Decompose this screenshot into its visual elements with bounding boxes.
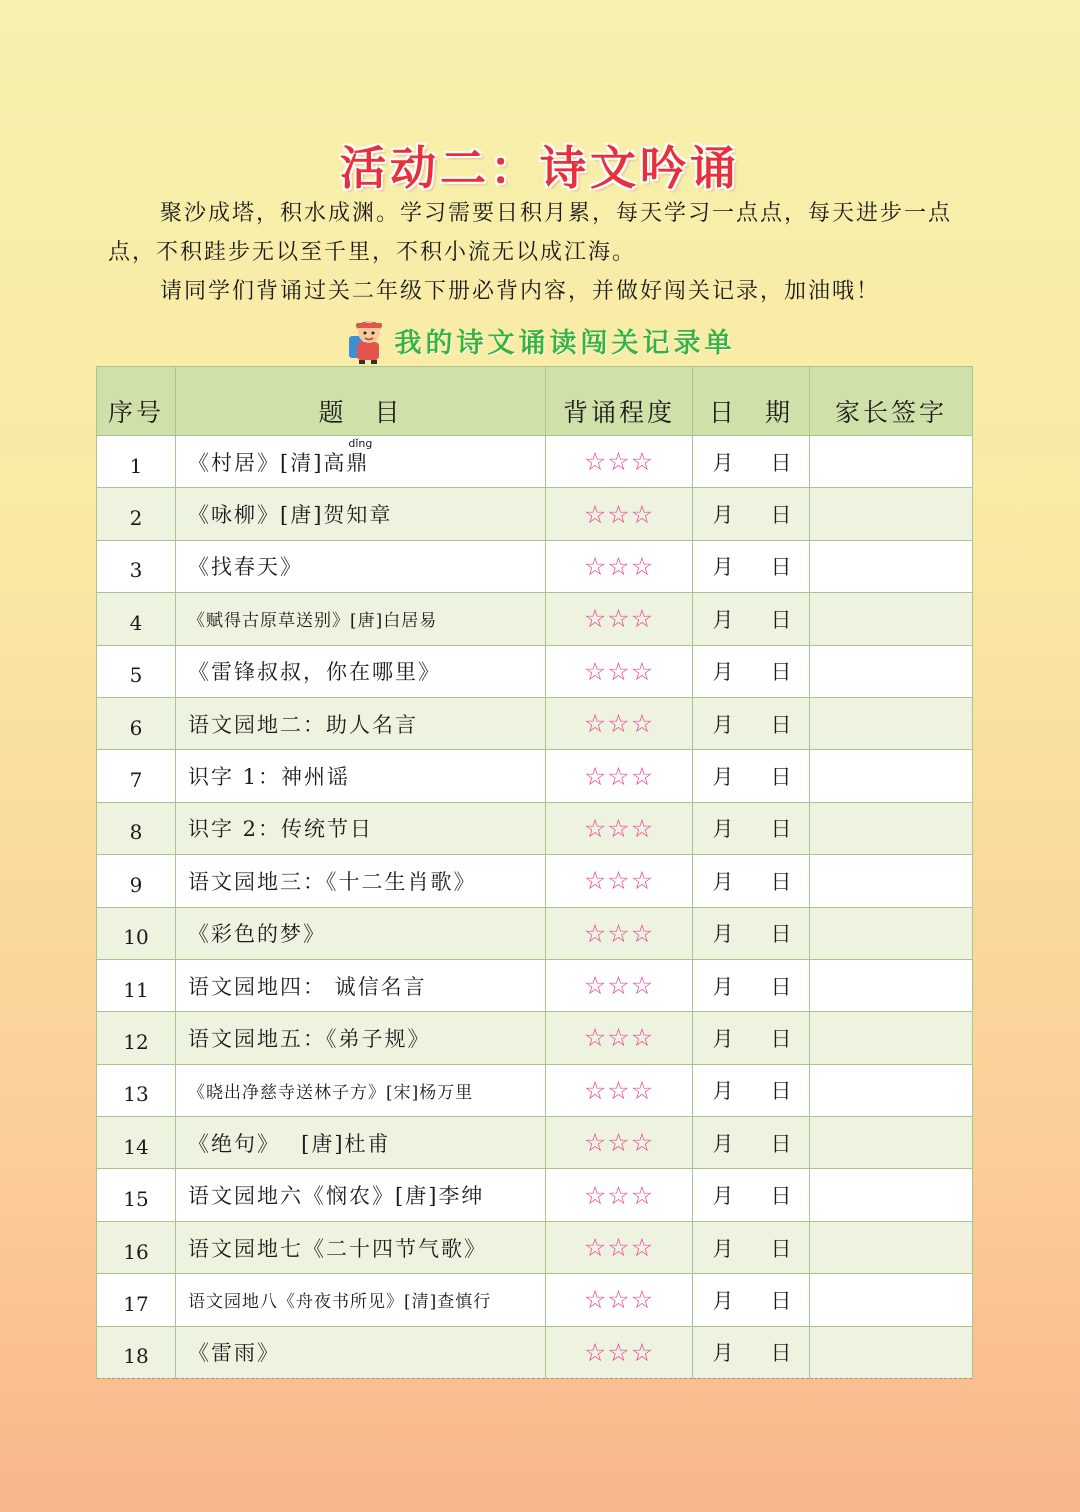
row-number: 3: [97, 540, 176, 592]
month-label: 月: [712, 1131, 734, 1156]
intro-paragraph-1: 聚沙成塔，积水成渊。学习需要日积月累，每天学习一点点，每天进步一点点，不积跬步无以至千里，不积小流无以成江海。: [108, 201, 953, 265]
parent-signature-cell[interactable]: [810, 1169, 973, 1221]
progress-stars[interactable]: ☆☆☆: [546, 697, 693, 749]
parent-signature-cell[interactable]: [810, 750, 973, 802]
date-cell[interactable]: [693, 540, 810, 592]
parent-signature-cell[interactable]: [810, 593, 973, 645]
day-label: 日: [770, 503, 792, 528]
date-cell[interactable]: [693, 1326, 810, 1378]
date-cell[interactable]: [693, 593, 810, 645]
progress-stars[interactable]: ☆☆☆: [546, 1012, 693, 1064]
day-label: 日: [770, 660, 792, 685]
page-title: 活动二：诗文吟诵: [340, 141, 740, 195]
progress-stars[interactable]: ☆☆☆: [546, 593, 693, 645]
row-title: 语文园地六《悯农》[唐]李绅: [176, 1169, 546, 1221]
table-row: [97, 855, 973, 907]
row-title: 语文园地四： 诚信名言: [176, 959, 546, 1011]
month-label: 月: [712, 922, 734, 947]
progress-stars[interactable]: ☆☆☆: [546, 1117, 693, 1169]
row-title: 《晓出净慈寺送林子方》[宋]杨万里: [176, 1064, 546, 1116]
table-row: [97, 488, 973, 540]
month-label: 月: [712, 1026, 734, 1051]
row-title: 语文园地八《舟夜书所见》[清]查慎行: [176, 1274, 546, 1326]
progress-stars[interactable]: ☆☆☆: [546, 436, 693, 488]
row-number: 16: [97, 1221, 176, 1273]
date-cell[interactable]: [693, 959, 810, 1011]
date-cell[interactable]: [693, 488, 810, 540]
date-cell[interactable]: [693, 1012, 810, 1064]
table-row: [97, 1064, 973, 1116]
month-label: 月: [712, 450, 734, 475]
date-cell[interactable]: [693, 436, 810, 488]
parent-signature-cell[interactable]: [810, 1012, 973, 1064]
row-title: 语文园地三：《十二生肖歌》: [176, 855, 546, 907]
day-label: 日: [770, 1079, 792, 1104]
row-number: 9: [97, 855, 176, 907]
month-label: 月: [712, 555, 734, 580]
header-signature: 家长签字: [810, 367, 973, 436]
day-label: 日: [770, 922, 792, 947]
header-title: 题 目: [176, 367, 546, 436]
parent-signature-cell[interactable]: [810, 1274, 973, 1326]
day-label: 日: [770, 450, 792, 475]
day-label: 日: [770, 974, 792, 999]
progress-stars[interactable]: ☆☆☆: [546, 802, 693, 854]
row-title: 《赋得古原草送别》[唐]白居易: [176, 593, 546, 645]
row-number: 10: [97, 907, 176, 959]
row-title: 《咏柳》[唐]贺知章: [176, 488, 546, 540]
month-label: 月: [712, 712, 734, 737]
pinyin-annotation: dǐng: [348, 436, 373, 450]
progress-stars[interactable]: ☆☆☆: [546, 750, 693, 802]
month-label: 月: [712, 869, 734, 894]
row-title-char-with-pinyin: [346, 436, 373, 475]
parent-signature-cell[interactable]: [810, 697, 973, 749]
table-row: [97, 802, 973, 854]
date-cell[interactable]: [693, 907, 810, 959]
progress-stars[interactable]: ☆☆☆: [546, 645, 693, 697]
row-number: 14: [97, 1117, 176, 1169]
parent-signature-cell[interactable]: [810, 1064, 973, 1116]
date-cell[interactable]: [693, 855, 810, 907]
row-title-text: 《村居》[清]高: [188, 450, 347, 475]
row-number: 8: [97, 802, 176, 854]
parent-signature-cell[interactable]: [810, 645, 973, 697]
progress-stars[interactable]: ☆☆☆: [546, 1326, 693, 1378]
table-row: [97, 697, 973, 749]
row-number: 4: [97, 593, 176, 645]
day-label: 日: [770, 555, 792, 580]
row-number: 11: [97, 959, 176, 1011]
record-table: [96, 366, 973, 1379]
row-title: 识字 2：传统节日: [176, 802, 546, 854]
table-row: [97, 540, 973, 592]
row-number: 15: [97, 1169, 176, 1221]
parent-signature-cell[interactable]: [810, 488, 973, 540]
day-label: 日: [770, 1131, 792, 1156]
row-title: [176, 436, 546, 488]
month-label: 月: [712, 1079, 734, 1104]
date-cell[interactable]: [693, 1117, 810, 1169]
day-label: 日: [770, 1288, 792, 1313]
date-cell[interactable]: [693, 1221, 810, 1273]
row-title: 《雷锋叔叔，你在哪里》: [176, 645, 546, 697]
day-label: 日: [770, 712, 792, 737]
table-row: [97, 1326, 973, 1378]
row-title: 语文园地二：助人名言: [176, 697, 546, 749]
intro-paragraph-2: 请同学们背诵过关二年级下册必背内容，并做好闯关记录，加油哦！: [160, 279, 881, 304]
row-number: 18: [97, 1326, 176, 1378]
month-label: 月: [712, 974, 734, 999]
record-sheet-title: 我的诗文诵读闯关记录单: [394, 327, 736, 359]
parent-signature-cell[interactable]: [810, 802, 973, 854]
row-number: 6: [97, 697, 176, 749]
month-label: 月: [712, 1184, 734, 1209]
row-title: 《彩色的梦》: [176, 907, 546, 959]
cartoon-student-icon: [345, 316, 389, 364]
table-row: [97, 1117, 973, 1169]
row-title: 《雷雨》: [176, 1326, 546, 1378]
month-label: 月: [712, 817, 734, 842]
row-title: 识字 1：神州谣: [176, 750, 546, 802]
row-title: 语文园地五：《弟子规》: [176, 1012, 546, 1064]
progress-stars[interactable]: ☆☆☆: [546, 540, 693, 592]
row-number: 7: [97, 750, 176, 802]
row-number: 1: [97, 436, 176, 488]
table-row: [97, 1012, 973, 1064]
row-title: 《找春天》: [176, 540, 546, 592]
day-label: 日: [770, 765, 792, 790]
progress-stars[interactable]: ☆☆☆: [546, 1221, 693, 1273]
table-row: [97, 1274, 973, 1326]
date-cell[interactable]: [693, 1064, 810, 1116]
row-title-last-char: 鼎: [346, 450, 370, 475]
date-cell[interactable]: [693, 750, 810, 802]
parent-signature-cell[interactable]: [810, 1326, 973, 1378]
month-label: 月: [712, 1341, 734, 1366]
header-num: 序号: [97, 367, 176, 436]
parent-signature-cell[interactable]: [810, 436, 973, 488]
day-label: 日: [770, 1341, 792, 1366]
month-label: 月: [712, 660, 734, 685]
progress-stars[interactable]: ☆☆☆: [546, 907, 693, 959]
table-row: [97, 593, 973, 645]
progress-stars[interactable]: ☆☆☆: [546, 1169, 693, 1221]
header-progress: 背诵程度: [546, 367, 693, 436]
progress-stars[interactable]: ☆☆☆: [546, 1064, 693, 1116]
date-cell[interactable]: [693, 1274, 810, 1326]
parent-signature-cell[interactable]: [810, 540, 973, 592]
month-label: 月: [712, 1288, 734, 1313]
table-row: [97, 750, 973, 802]
header-date: 日 期: [693, 367, 810, 436]
row-title: 语文园地七《二十四节气歌》: [176, 1221, 546, 1273]
progress-stars[interactable]: ☆☆☆: [546, 1274, 693, 1326]
day-label: 日: [770, 869, 792, 894]
date-cell[interactable]: [693, 1169, 810, 1221]
day-label: 日: [770, 1236, 792, 1261]
row-title: 《绝句》 [唐]杜甫: [176, 1117, 546, 1169]
date-cell[interactable]: [693, 802, 810, 854]
parent-signature-cell[interactable]: [810, 959, 973, 1011]
date-cell[interactable]: [693, 697, 810, 749]
progress-stars[interactable]: ☆☆☆: [546, 488, 693, 540]
table-header-row: [97, 367, 973, 436]
table-row: [97, 436, 973, 488]
row-number: 13: [97, 1064, 176, 1116]
parent-signature-cell[interactable]: [810, 855, 973, 907]
progress-stars[interactable]: ☆☆☆: [546, 959, 693, 1011]
row-number: 5: [97, 645, 176, 697]
row-number: 12: [97, 1012, 176, 1064]
day-label: 日: [770, 1026, 792, 1051]
day-label: 日: [770, 1184, 792, 1209]
table-row: [97, 1221, 973, 1273]
table-row: [97, 645, 973, 697]
record-sheet-heading: [0, 312, 1080, 368]
table-row: [97, 907, 973, 959]
month-label: 月: [712, 765, 734, 790]
month-label: 月: [712, 1236, 734, 1261]
parent-signature-cell[interactable]: [810, 1221, 973, 1273]
month-label: 月: [712, 607, 734, 632]
table-row: [97, 959, 973, 1011]
parent-signature-cell[interactable]: [810, 1117, 973, 1169]
date-cell[interactable]: [693, 645, 810, 697]
intro-text: [108, 194, 968, 311]
progress-stars[interactable]: ☆☆☆: [546, 855, 693, 907]
row-number: 2: [97, 488, 176, 540]
day-label: 日: [770, 607, 792, 632]
month-label: 月: [712, 503, 734, 528]
row-number: 17: [97, 1274, 176, 1326]
day-label: 日: [770, 817, 792, 842]
parent-signature-cell[interactable]: [810, 907, 973, 959]
table-row: [97, 1169, 973, 1221]
